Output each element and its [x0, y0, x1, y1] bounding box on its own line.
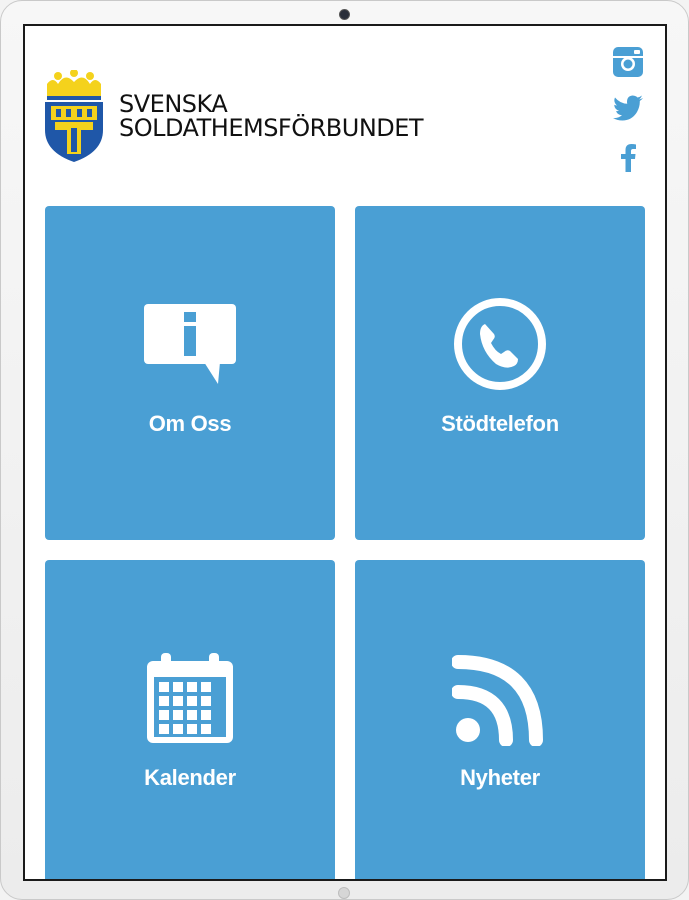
tile-label: Kalender — [144, 765, 236, 790]
twitter-icon[interactable] — [612, 94, 644, 142]
front-camera — [339, 9, 350, 20]
tile-kalender[interactable] — [45, 560, 335, 881]
brand-name — [119, 92, 423, 140]
tile-nyheter[interactable] — [355, 560, 645, 881]
tile-label: Om Oss — [148, 411, 232, 436]
phone-circle-icon — [355, 296, 645, 392]
tile-label: Nyheter — [460, 765, 540, 790]
home-button[interactable] — [338, 887, 350, 899]
tile-om-oss[interactable] — [45, 206, 335, 540]
social-links — [611, 46, 645, 190]
app-screen — [23, 24, 667, 881]
info-speech-bubble-icon — [45, 296, 335, 392]
calendar-icon — [45, 650, 335, 746]
organization-logo[interactable] — [43, 70, 423, 162]
brand-line-1: SVENSKA — [119, 90, 228, 118]
brand-line-2: SOLDATHEMSFÖRBUNDET — [119, 114, 424, 142]
tile-label: Stödtelefon — [441, 411, 559, 436]
instagram-icon[interactable] — [612, 46, 644, 94]
tile-stodtelefon[interactable] — [355, 206, 645, 540]
shield-crown-emblem — [43, 70, 105, 162]
facebook-icon[interactable] — [619, 142, 637, 190]
rss-feed-icon — [355, 650, 645, 746]
